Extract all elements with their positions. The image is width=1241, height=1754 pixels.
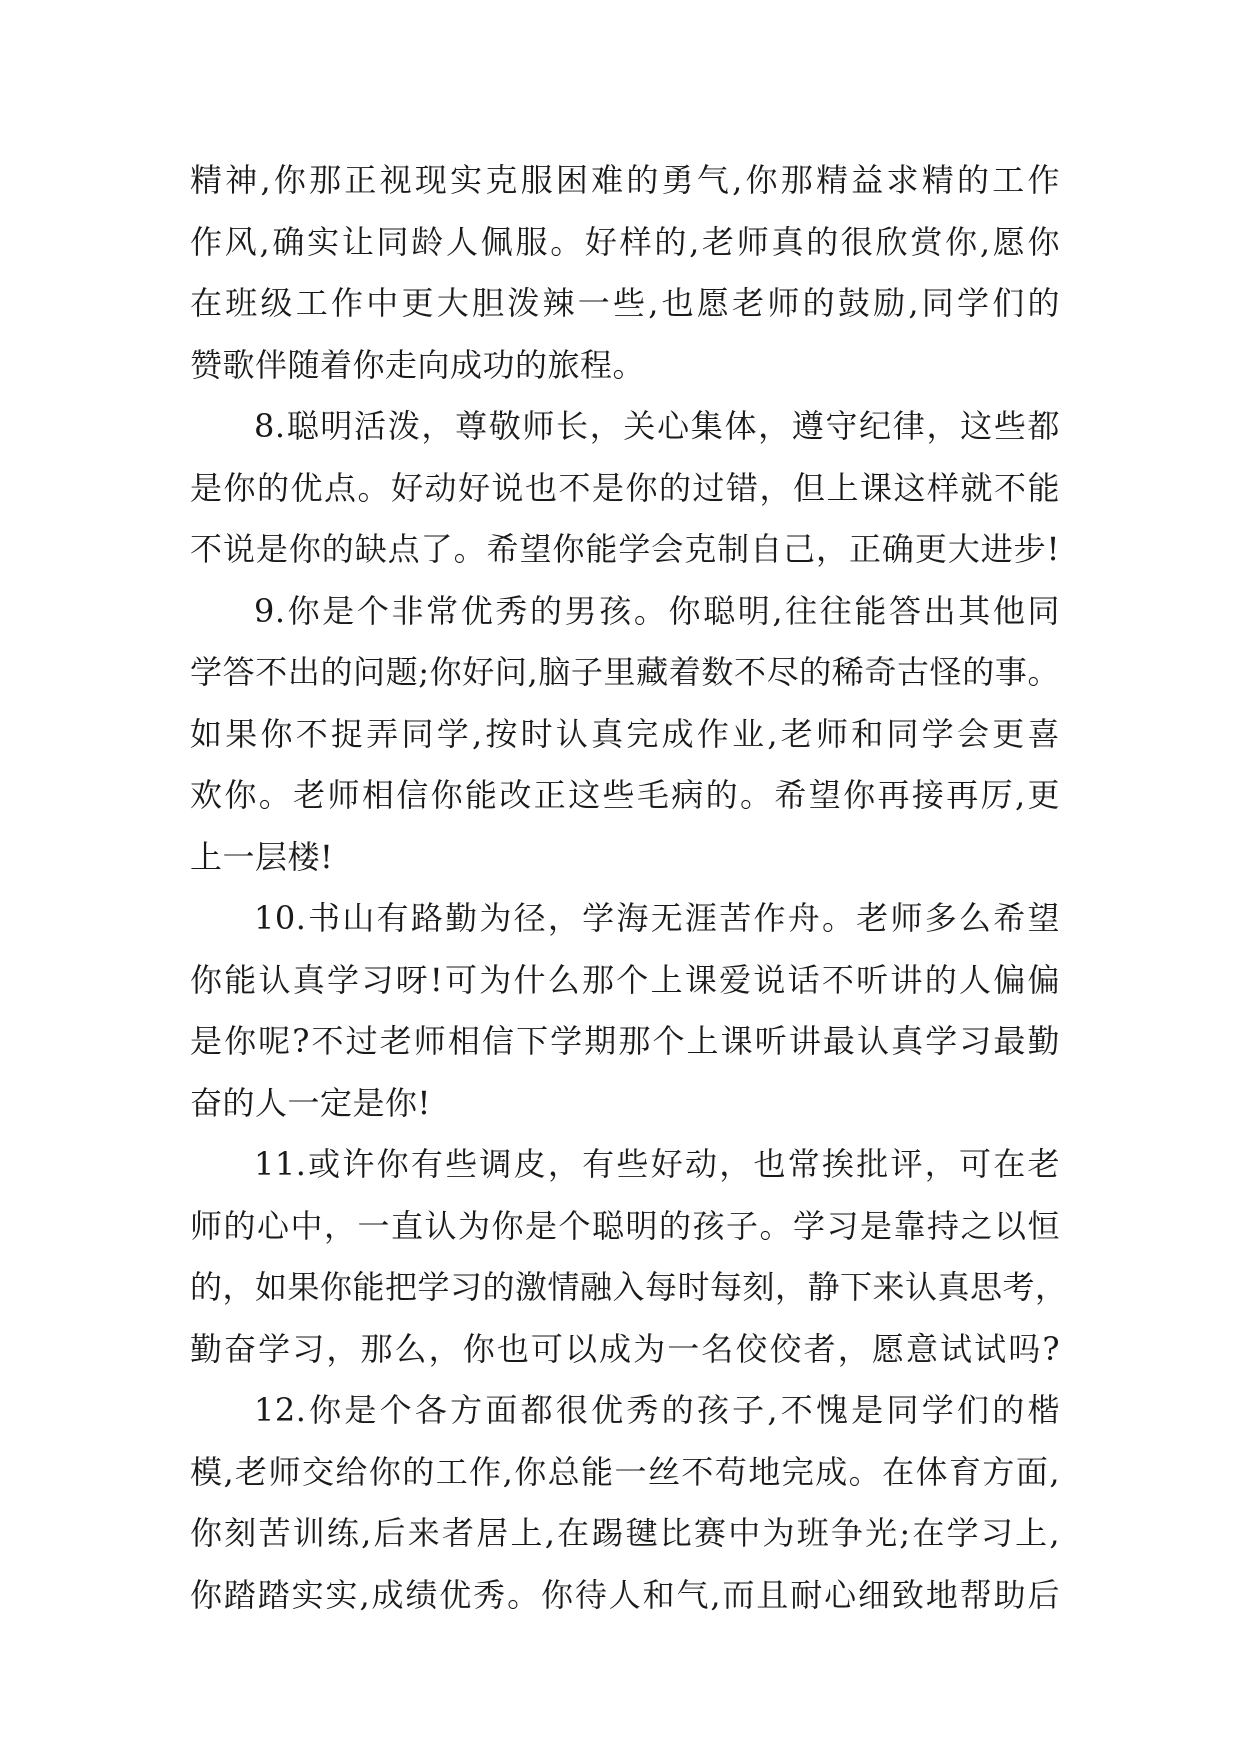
text-line: 10.书山有路勤为径，学海无涯苦作舟。老师多么希望	[254, 899, 1060, 937]
text-line: 勤奋学习，那么，你也可以成为一名佼佼者，愿意试试吗?	[190, 1329, 1060, 1368]
text-line: 是你的优点。好动好说也不是你的过错，但上课这样就不能	[190, 468, 1060, 507]
text-line: 12.你是个各方面都很优秀的孩子,不愧是同学们的楷	[254, 1391, 1060, 1429]
document-body	[190, 150, 1068, 1626]
text-line: 欢你。老师相信你能改正这些毛病的。希望你再接再厉,更	[190, 776, 1060, 814]
text-line: 如果你不捉弄同学,按时认真完成作业,老师和同学会更喜	[190, 714, 1060, 753]
text-line: 奋的人一定是你!	[190, 1083, 431, 1122]
text-line: 师的心中，一直认为你是个聪明的孩子。学习是靠持之以恒	[190, 1206, 1060, 1245]
text-line: 8.聪明活泼，尊敬师长，关心集体，遵守纪律，这些都	[254, 407, 1060, 445]
text-line: 上一层楼!	[190, 837, 334, 876]
text-line: 学答不出的问题;你好问,脑子里藏着数不尽的稀奇古怪的事。	[190, 653, 1060, 691]
text-line: 不说是你的缺点了。希望你能学会克制自己，正确更大进步!	[190, 530, 1060, 568]
text-line: 11.或许你有些调皮，有些好动，也常挨批评，可在老	[254, 1145, 1060, 1183]
text-line: 9.你是个非常优秀的男孩。你聪明,往往能答出其他同	[254, 591, 1060, 630]
text-line: 你能认真学习呀!可为什么那个上课爱说话不听讲的人偏偏	[190, 960, 1060, 999]
text-line: 的，如果你能把学习的激情融入每时每刻，静下来认真思考，	[190, 1268, 1068, 1306]
text-line: 你刻苦训练,后来者居上,在踢毽比赛中为班争光;在学习上,	[190, 1514, 1060, 1552]
text-line: 你踏踏实实,成绩优秀。你待人和气,而且耐心细致地帮助后	[190, 1575, 1060, 1614]
text-line: 赞歌伴随着你走向成功的旅程。	[190, 345, 646, 384]
text-line: 精神,你那正视现实克服困难的勇气,你那精益求精的工作	[190, 161, 1060, 199]
text-line: 作风,确实让同龄人佩服。好样的,老师真的很欣赏你,愿你	[190, 222, 1060, 261]
text-line: 在班级工作中更大胆泼辣一些,也愿老师的鼓励,同学们的	[190, 284, 1060, 322]
text-line: 模,老师交给你的工作,你总能一丝不苟地完成。在体育方面,	[190, 1452, 1060, 1491]
text-line: 是你呢?不过老师相信下学期那个上课听讲最认真学习最勤	[190, 1022, 1060, 1060]
